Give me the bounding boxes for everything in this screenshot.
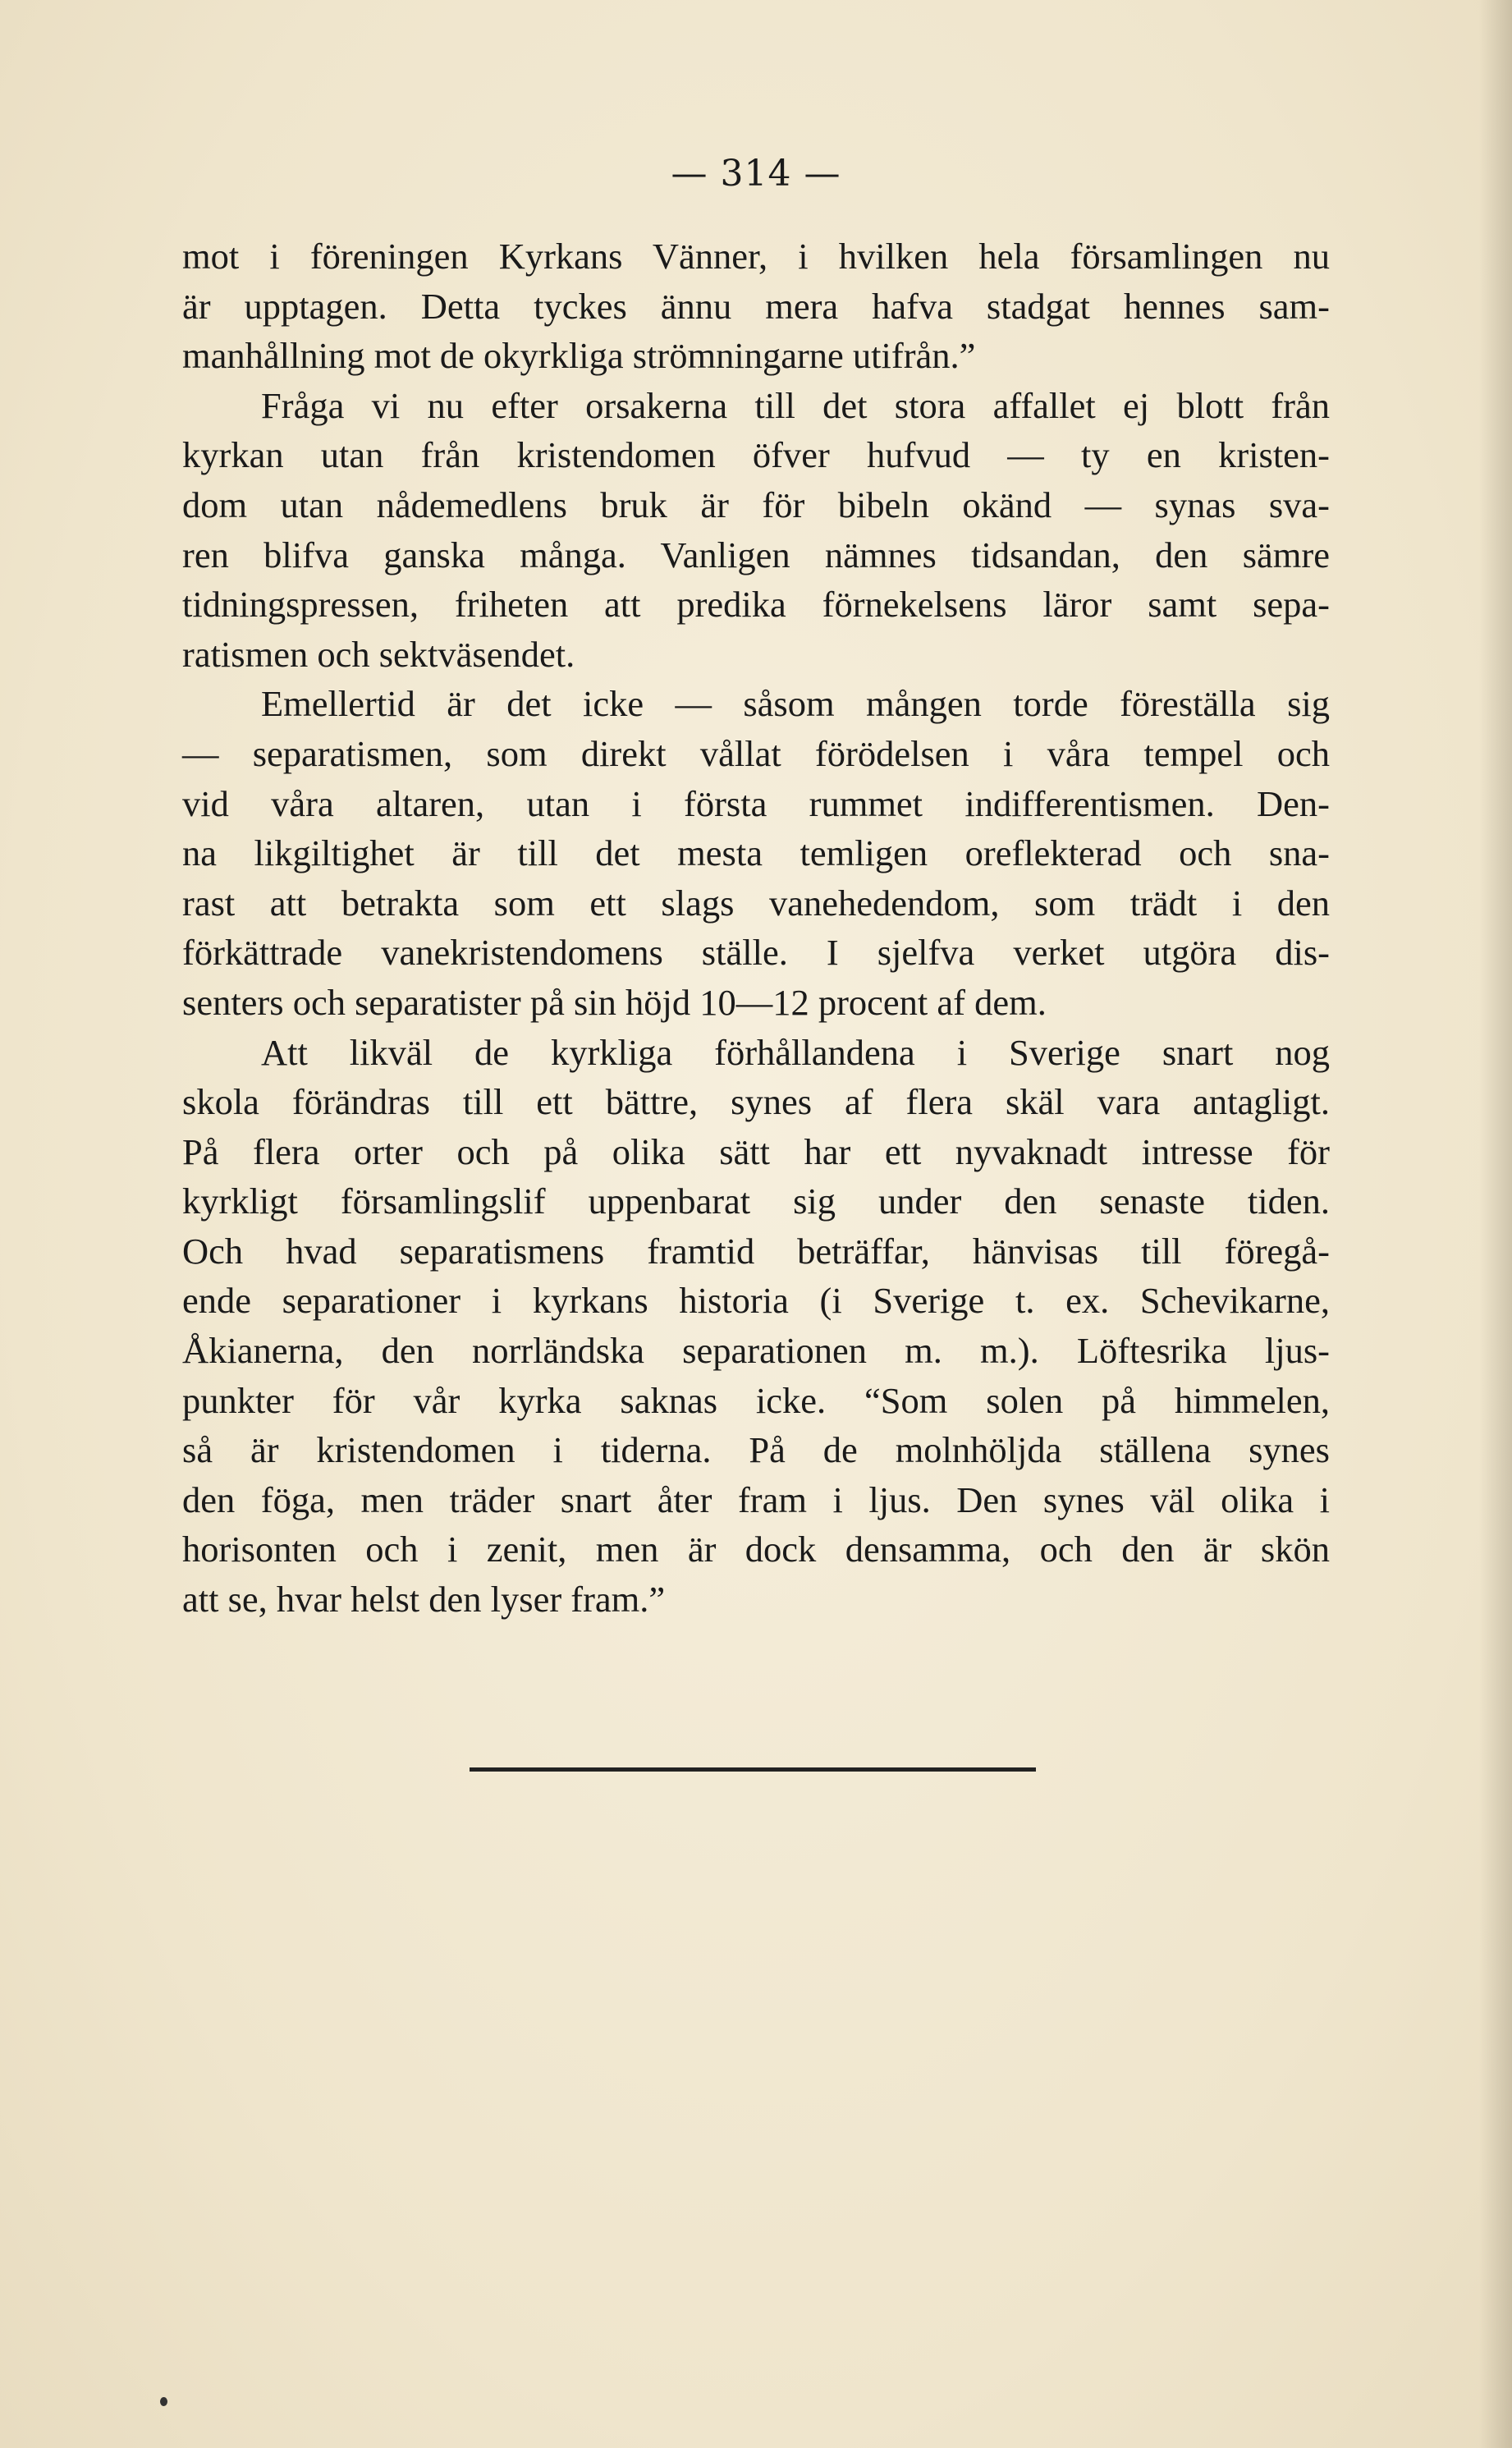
section-end-rule — [470, 1767, 1036, 1772]
text-line: den föga, men träder snart åter fram i ljus. Den synes väl olika i — [182, 1478, 1330, 1520]
text-line: så är kristendomen i tiderna. På de molnhöljda ställena synes — [182, 1429, 1330, 1471]
text-line: Emellertid är det icke — såsom mången torde föreställa sig — [261, 683, 1330, 725]
text-line: horisonten och i zenit, men är dock densamma, och den är skön — [182, 1529, 1330, 1570]
text-line: skola förändras till ett bättre, synes af flera skäl vara antagligt. — [182, 1081, 1330, 1123]
text-line: dom utan nådemedlens bruk är för bibeln okänd — synas sva- — [182, 484, 1330, 525]
text-line: kyrkan utan från kristendomen öfver hufvud — ty en kristen- — [182, 434, 1330, 476]
text-line: Att likväl de kyrkliga förhållandena i Sverige snart nog — [261, 1031, 1330, 1073]
text-line: mot i föreningen Kyrkans Vänner, i hvilken hela församlingen nu — [182, 236, 1330, 277]
text-line: På flera orter och på olika sätt har ett nyvaknadt intresse för — [182, 1130, 1330, 1172]
page-edge-shadow — [1479, 0, 1512, 2448]
text-line: ende separationer i kyrkans historia (i Sverige t. ex. Schevikarne, — [182, 1280, 1330, 1322]
text-line: vid våra altaren, utan i första rummet indifferentismen. Den- — [182, 782, 1330, 824]
text-line: na likgiltighet är till det mesta temligen oreflekterad och sna- — [182, 832, 1330, 874]
body-text — [182, 232, 1330, 1625]
text-line: kyrkligt församlingslif uppenbarat sig under den senaste tiden. — [182, 1180, 1330, 1222]
text-line: manhållning mot de okyrkliga strömningarne utifrån.” — [182, 335, 976, 377]
page-number: — 314 — — [671, 153, 841, 195]
text-line: ren blifva ganska många. Vanligen nämnes tidsandan, den sämre — [182, 534, 1330, 575]
text-line: punkter för vår kyrka saknas icke. “Som solen på himmelen, — [182, 1379, 1330, 1421]
text-line: är upptagen. Detta tyckes ännu mera hafva stadgat hennes sam- — [182, 285, 1330, 327]
text-line: ratismen och sektväsendet. — [182, 633, 575, 675]
text-line: rast att betrakta som ett slags vanehedendom, som trädt i den — [182, 882, 1330, 924]
text-line: att se, hvar helst den lyser fram.” — [182, 1579, 666, 1621]
text-line: Fråga vi nu efter orsakerna till det stora affallet ej blott från — [261, 384, 1330, 426]
text-line: — separatismen, som direkt vållat förödelsen i våra tempel och — [182, 732, 1330, 774]
print-speck — [160, 2397, 167, 2406]
text-line: tidningspressen, friheten att predika förnekelsens läror samt sepa- — [182, 584, 1330, 626]
text-line: Och hvad separatismens framtid beträffar, hänvisas till föregå- — [182, 1230, 1330, 1272]
text-line: förkättrade vanekristendomens ställe. I sjelfva verket utgöra dis- — [182, 932, 1330, 974]
text-line: Åkianerna, den norrländska separationen m. m.). Löftesrika ljus- — [182, 1330, 1330, 1372]
text-line: senters och separatister på sin höjd 10—12 procent af dem. — [182, 981, 1047, 1023]
